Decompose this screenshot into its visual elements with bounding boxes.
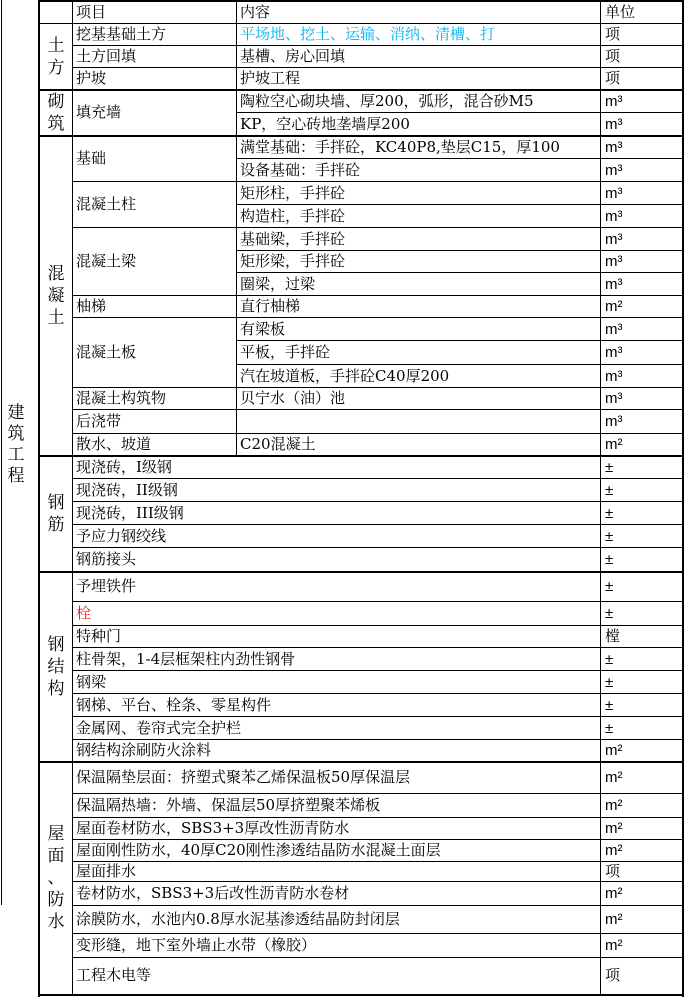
grid-line [236, 158, 684, 159]
row-roof-3: 屋面卷材防水，SBS3+3厚改性沥青防水 [76, 819, 350, 838]
unit-cell: ± [605, 527, 614, 545]
unit-cell: ± [605, 458, 614, 476]
grid-line [72, 478, 684, 479]
grid-line [236, 364, 684, 365]
grid-line [72, 881, 684, 882]
item-foundation: 基础 [76, 149, 107, 168]
grid-line [72, 227, 684, 228]
grid-line [72, 433, 684, 434]
unit-cell: m² [605, 937, 623, 955]
grid-line [72, 957, 684, 958]
unit-cell: m³ [605, 161, 623, 179]
unit-cell: m³ [605, 390, 623, 408]
unit-cell: m² [605, 885, 623, 903]
grid-line [72, 601, 684, 602]
content-apron: C20混凝土 [240, 435, 316, 454]
grid-line [38, 455, 684, 457]
category-masonry: 砌 筑 [47, 91, 65, 134]
grid-line [72, 625, 684, 626]
grid-line [72, 693, 684, 694]
content-slope: 护坡工程 [240, 69, 301, 88]
unit-cell: m³ [605, 138, 623, 156]
item-post-pour-strip: 后浇带 [76, 412, 122, 431]
grid-line [72, 387, 684, 388]
grid-line [72, 409, 684, 410]
unit-cell: m³ [605, 320, 623, 338]
grid-line [72, 295, 684, 296]
row-roof-9: 工程木电等 [76, 966, 152, 985]
row-rebar-4: 予应力钢绞线 [76, 526, 167, 545]
unit-cell: 项 [605, 26, 621, 44]
content-post-pour [236, 410, 600, 434]
grid-line [72, 933, 684, 934]
unit-cell: m² [605, 436, 623, 454]
unit-cell: m³ [605, 413, 623, 431]
row-rebar-2: 现浇砖，II级钢 [76, 480, 178, 499]
unit-cell: 项 [605, 862, 621, 881]
category-roof-waterproofing: 屋 面 、 防 水 [47, 823, 65, 933]
grid-line [72, 501, 684, 502]
unit-cell: m² [605, 820, 623, 838]
unit-cell: m³ [605, 207, 623, 225]
grid-line [38, 571, 684, 573]
unit-cell: ± [605, 578, 614, 596]
content-infill-2: KP，空心砖地垄墙厚200 [240, 114, 410, 133]
grid-line [72, 647, 684, 648]
unit-cell: ± [605, 696, 614, 714]
unit-cell: ± [605, 551, 614, 569]
grid-line [72, 547, 684, 548]
content-foundation-1: 满堂基础：手拌砼，KC40P8,垫层C15，厚100 [240, 137, 560, 156]
grid-line [72, 716, 684, 717]
grid-line [38, 0, 40, 997]
grid-line [72, 67, 684, 68]
content-column-2: 构造柱，手拌砼 [240, 206, 346, 225]
row-rebar-3: 现浇砖，III级钢 [76, 503, 184, 522]
row-steel-8: 钢结构涂刷防火涂料 [76, 741, 212, 760]
item-backfill: 土方回填 [76, 47, 137, 66]
unit-cell: m³ [605, 115, 623, 133]
grid-line [72, 181, 684, 182]
row-roof-6: 卷材防水，SBS3+3后改性沥青防水卷材 [76, 884, 350, 903]
row-steel-4: 柱骨架，1-4层框架柱内劲性钢骨 [76, 649, 296, 668]
row-rebar-1: 现浇砖，I级钢 [76, 457, 172, 476]
content-column-1: 矩形柱，手拌砼 [240, 183, 346, 202]
item-beam: 混凝土梁 [76, 252, 137, 271]
unit-cell: ± [605, 673, 614, 691]
row-steel-6: 钢梯、平台、栓条、零星构件 [76, 695, 272, 714]
unit-cell: m³ [605, 92, 623, 110]
unit-cell: ± [605, 650, 614, 668]
grid-line [600, 0, 601, 995]
row-roof-5: 屋面排水 [76, 862, 137, 881]
item-stair: 柚梯 [76, 297, 107, 316]
row-roof-1: 保温隔垫层面：挤塑式聚苯乙烯保温板50厚保温层 [76, 768, 411, 787]
header-content: 内容 [240, 3, 271, 22]
unit-cell: m³ [605, 367, 623, 385]
unit-cell: ± [605, 504, 614, 522]
unit-cell: m² [605, 842, 623, 860]
grid-line [72, 793, 684, 794]
item-infill-wall: 填充墙 [76, 103, 122, 122]
header-item: 项目 [76, 3, 107, 22]
grid-line [72, 839, 684, 840]
item-apron-ramp: 散水、坡道 [76, 435, 152, 454]
grid-line [236, 112, 684, 113]
item-column: 混凝土柱 [76, 195, 137, 214]
row-steel-3: 特种门 [76, 627, 122, 646]
unit-cell: ± [605, 605, 614, 623]
grid-line [38, 994, 684, 996]
row-roof-4: 屋面刚性防水，40厚C20刚性渗透结晶防水混凝土面层 [76, 841, 441, 860]
grid-line [38, 135, 684, 137]
grid-line [72, 45, 684, 46]
unit-cell: m² [605, 769, 623, 787]
row-rebar-5: 钢筋接头 [76, 550, 137, 569]
grid-line [38, 0, 684, 2]
grid-line [236, 272, 684, 273]
content-foundation-2: 设备基础：手拌砼 [240, 160, 361, 179]
content-beam-1: 基础梁，手拌砼 [240, 229, 346, 248]
grid-line [72, 670, 684, 671]
unit-cell: m² [605, 742, 623, 760]
unit-cell: m³ [605, 184, 623, 202]
unit-cell: m² [605, 797, 623, 815]
unit-cell: ± [605, 719, 614, 737]
row-steel-1: 予埋铁件 [76, 577, 137, 596]
content-structure: 贝宁水（油）池 [240, 389, 346, 408]
grid-line [72, 317, 684, 318]
grid-line [72, 739, 684, 740]
row-steel-5: 钢梁 [76, 672, 107, 691]
unit-cell: 项 [605, 48, 621, 66]
content-infill-1: 陶粒空心砌块墙、厚200，弧形，混合砂M5 [240, 91, 534, 110]
unit-cell: m³ [605, 344, 623, 362]
side-label-building-works: 建 筑 工 程 [7, 402, 25, 487]
grid-line [236, 204, 684, 205]
content-excavation: 平场地、挖土、运输、消纳、清槽、打 [240, 25, 496, 44]
item-slab: 混凝土板 [76, 343, 137, 362]
grid-line [1, 0, 2, 905]
row-roof-7: 涂膜防水，水池内0.8厚水泥基渗透结晶防封闭层 [76, 910, 400, 929]
item-excavation: 挖基基础土方 [76, 25, 167, 44]
row-roof-2: 保温隔热墙：外墙、保温层50厚挤塑聚苯烯板 [76, 796, 381, 815]
unit-cell: m³ [605, 275, 623, 293]
grid-line [236, 340, 684, 341]
unit-cell: m³ [605, 253, 623, 271]
grid-line [38, 89, 684, 91]
grid-line [38, 761, 684, 763]
header-unit: 单位 [605, 3, 636, 22]
content-stair: 直行柚梯 [240, 297, 301, 316]
row-steel-2: 栓 [76, 604, 92, 623]
grid-line [72, 0, 73, 995]
grid-line [38, 23, 684, 24]
content-slab-1: 有梁板 [240, 319, 286, 338]
grid-line [682, 0, 684, 997]
unit-cell: m² [605, 911, 623, 929]
category-concrete: 混 凝 土 [47, 263, 65, 329]
content-beam-3: 圈梁，过梁 [240, 274, 316, 293]
grid-line [72, 817, 684, 818]
unit-cell: 项 [605, 966, 621, 985]
grid-line [72, 524, 684, 525]
grid-line [72, 861, 684, 862]
content-beam-2: 矩形梁，手拌砼 [240, 252, 346, 271]
unit-cell: ± [605, 481, 614, 499]
unit-cell: m³ [605, 230, 623, 248]
content-backfill: 基槽、房心回填 [240, 47, 346, 66]
item-structure: 混凝土构筑物 [76, 389, 167, 408]
row-steel-7: 金属网、卷帘式完全护栏 [76, 718, 242, 737]
category-rebar: 钢 筋 [47, 492, 65, 535]
content-slab-3: 汽在坡道板，手拌砼C40厚200 [240, 366, 450, 385]
unit-cell: m² [605, 298, 623, 316]
category-earthwork: 土 方 [47, 35, 65, 78]
category-steel-structure: 钢 结 构 [47, 634, 65, 700]
grid-line [236, 250, 684, 251]
item-slope: 护坡 [76, 69, 107, 88]
unit-cell: 项 [605, 70, 621, 88]
grid-line [72, 905, 684, 906]
row-roof-8: 变形缝，地下室外墙止水带（橡胶） [76, 936, 317, 955]
unit-cell: 樘 [605, 627, 621, 646]
content-slab-2: 平板，手拌砼 [240, 343, 331, 362]
